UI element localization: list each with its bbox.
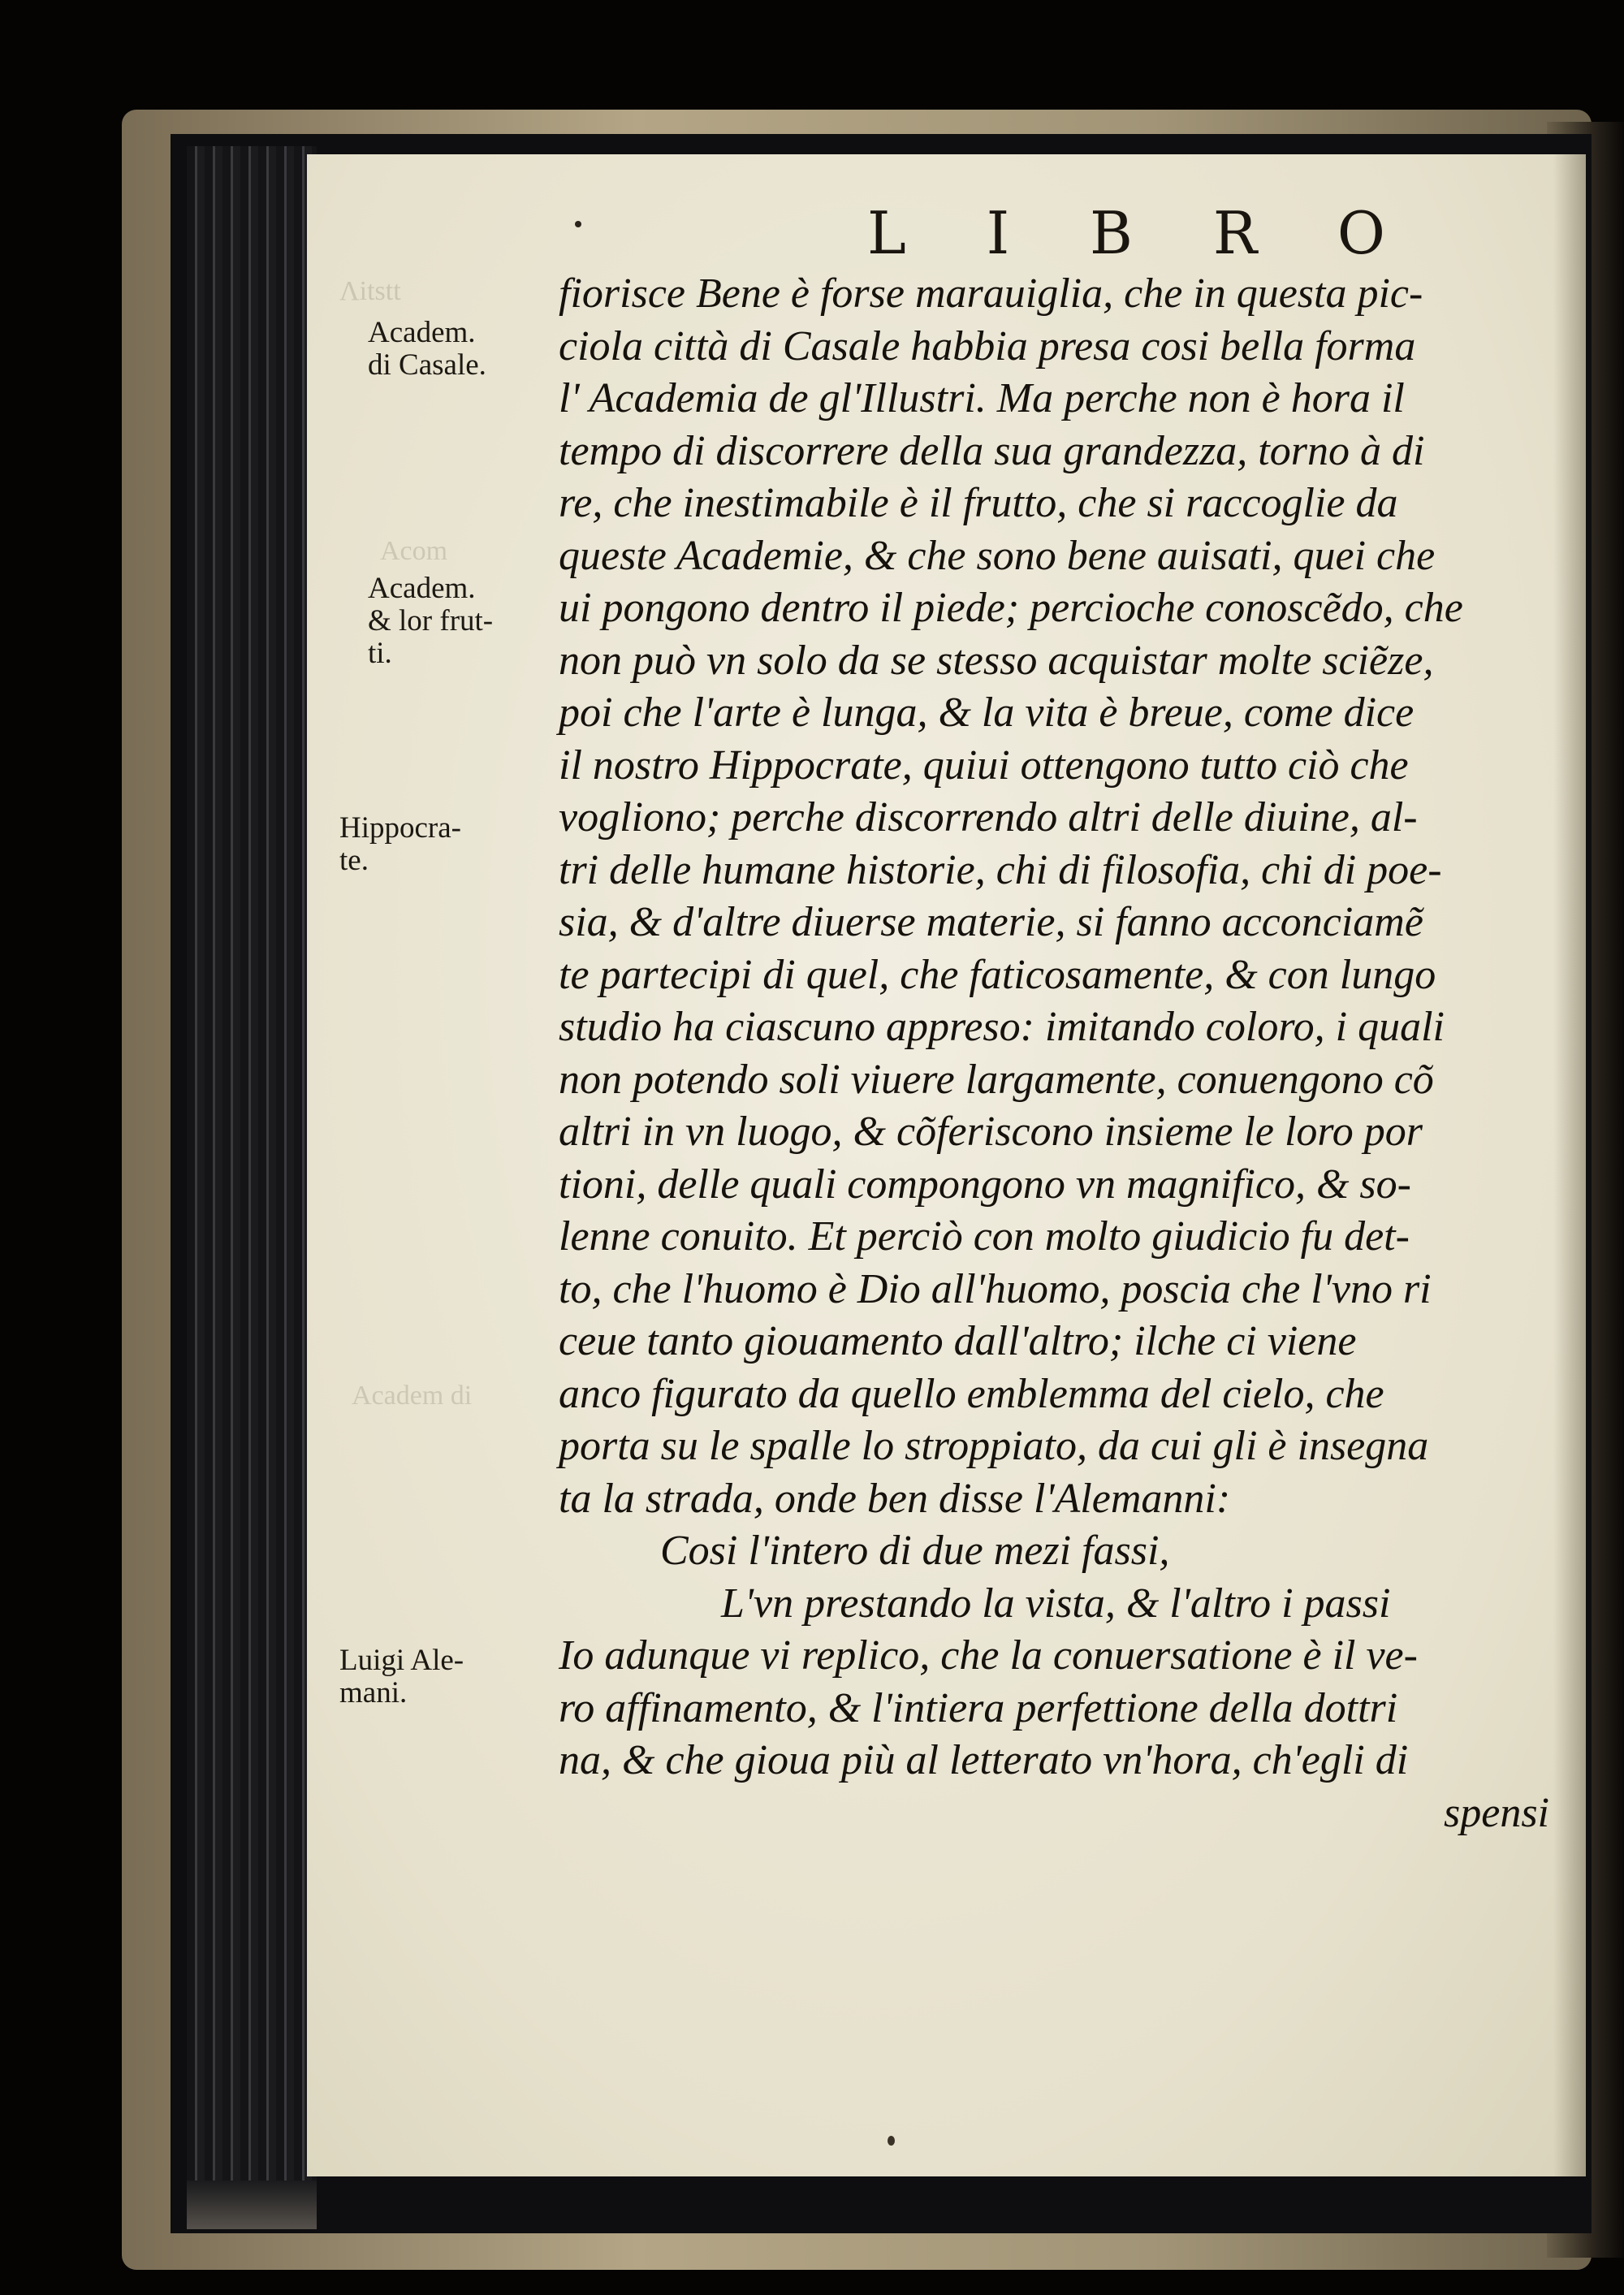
text-line: anco figurato da quello emblemma del cielo, che <box>559 1370 1384 1417</box>
marginal-note-line: & lor frut- <box>368 604 494 638</box>
text-line: tempo di discorrere della sua grandezza, torno à di <box>559 427 1425 474</box>
text-line: na, & che gioua più al letterato vn'hora, ch'egli di <box>559 1737 1409 1783</box>
ink-mark <box>888 2136 895 2146</box>
marginal-note-hippocrate <box>339 812 461 877</box>
marginal-note-line: Academ. <box>368 316 476 349</box>
text-line: ui pongono dentro il piede; percioche conoscẽdo, che <box>559 585 1463 631</box>
text-line: poi che l'arte è lunga, & la vita è breue, come dice <box>559 689 1415 736</box>
text-line: l' Academia de gl'Illustri. Ma perche non è hora il <box>559 375 1405 421</box>
marginal-note-line: te. <box>339 844 369 877</box>
text-line: ciola città di Casale habbia presa cosi bella forma <box>559 322 1416 370</box>
marginal-note-academ-casale <box>368 317 486 382</box>
marginal-note-line: Luigi Ale- <box>339 1644 464 1677</box>
text-line: non può vn solo da se stesso acquistar molte sciẽze, <box>559 637 1434 684</box>
show-through-text: Acom <box>380 536 448 566</box>
marginal-note-alemanni <box>339 1645 464 1709</box>
marginal-note-line: mani. <box>339 1676 408 1709</box>
text-line: lenne conuito. Et perciò con molto giudicio fu det- <box>559 1213 1410 1260</box>
text-line: studio ha ciascuno appreso: imitando coloro, i quali <box>559 1004 1445 1050</box>
show-through-text: Λitstt <box>339 276 401 306</box>
text-line: Io adunque vi replico, che la conuersatione è il ve- <box>559 1632 1418 1679</box>
marginal-note-academ-frutti <box>368 573 493 670</box>
text-line: ro affinamento, & l'intiera perfettione della dottri <box>559 1684 1398 1731</box>
text-line: porta su le spalle lo stroppiato, da cui gli è insegna <box>559 1423 1429 1469</box>
catchword: spensi <box>1444 1789 1549 1836</box>
text-line: altri in vn luogo, & cõferiscono insieme le loro por <box>559 1109 1423 1155</box>
text-line: tioni, delle quali compongono vn magnifico, & so- <box>559 1160 1411 1208</box>
text-line: fiorisce Bene è forse marauiglia, che in questa pic- <box>559 270 1423 317</box>
text-line: to, che l'huomo è Dio all'huomo, poscia che l'vno ri <box>559 1265 1432 1312</box>
text-line: re, che inestimabile è il frutto, che si raccoglie da <box>559 480 1398 526</box>
text-line: non potendo soli viuere largamente, conuengono cõ <box>559 1056 1434 1103</box>
verse-line: L'vn prestando la vista, & l'altro i passi <box>721 1580 1391 1627</box>
book-page <box>307 154 1586 2176</box>
text-line: tri delle humane historie, chi di filosofia, chi di poe- <box>559 846 1442 893</box>
running-head: L I B R O <box>867 199 1416 267</box>
show-through-text: Academ di <box>352 1381 473 1411</box>
head-ornament-dot <box>575 221 581 227</box>
verse-line: Cosi l'intero di due mezi fassi, <box>660 1528 1170 1574</box>
page-leaf-edges <box>187 146 317 2209</box>
marginal-note-line: Academ. <box>368 572 476 605</box>
text-line: il nostro Hippocrate, quiui ottengono tutto ciò che <box>559 741 1409 789</box>
text-line: te partecipi di quel, che faticosamente, & con lungo <box>559 951 1436 998</box>
main-text-block <box>559 268 1582 1839</box>
marginal-note-line: di Casale. <box>368 348 486 382</box>
text-line: ceue tanto giouamento dall'altro; ilche ci viene <box>559 1318 1357 1364</box>
text-line: queste Academie, & che sono bene auisati, quei che <box>559 532 1436 579</box>
marginal-note-line: ti. <box>368 637 392 670</box>
text-line: sia, & d'altre diuerse materie, si fanno acconciamẽ <box>559 899 1423 945</box>
text-line: ta la strada, onde ben disse l'Alemanni: <box>559 1475 1231 1522</box>
marginal-note-line: Hippocra- <box>339 811 461 845</box>
text-line: vogliono; perche discorrendo altri delle diuine, al- <box>559 794 1418 841</box>
under-pages <box>187 2180 317 2229</box>
